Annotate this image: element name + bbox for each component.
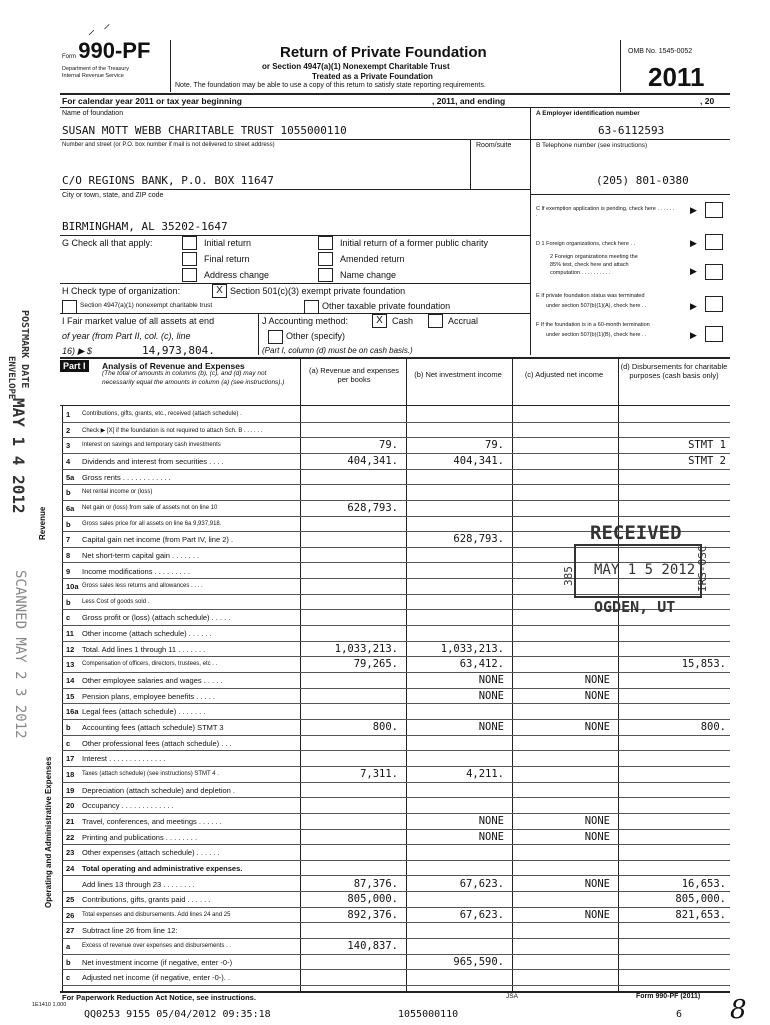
col-d-header: (d) Disbursements for charitable purposes (cash basis only) bbox=[620, 362, 728, 380]
fmv-line2: of year (from Part II, col. (c), line bbox=[62, 331, 191, 341]
final-return-label: Final return bbox=[204, 254, 250, 264]
cash-label: Cash bbox=[392, 316, 414, 326]
cell-col-c: NONE bbox=[584, 721, 610, 733]
postmark-label: POSTMARK DATE bbox=[19, 310, 30, 389]
line-label: Other employee salaries and wages . . . . . bbox=[82, 676, 223, 686]
phone-label: B Telephone number (see instructions) bbox=[536, 142, 648, 149]
checkbox-foreign-85[interactable] bbox=[705, 264, 723, 280]
form-reference: Form 990-PF (2011) bbox=[636, 993, 701, 1000]
print-id: 1055000110 bbox=[398, 1009, 459, 1020]
line-label: Net investment income (if negative, enter -0-) bbox=[82, 957, 233, 967]
line-label: Net rental income or (loss) bbox=[82, 489, 153, 496]
table-row bbox=[0, 689, 770, 705]
line-label: Accounting fees (attach schedule) STMT 3 bbox=[82, 723, 224, 732]
check-h-label: H Check type of organization: bbox=[62, 286, 181, 296]
line-label: Contributions, gifts, grants paid . . . . . . bbox=[82, 895, 211, 905]
cell-col-a: 628,793. bbox=[347, 501, 398, 514]
col-c-header: (c) Adjusted net income bbox=[524, 370, 604, 379]
table-row bbox=[0, 673, 770, 689]
col-b-header: (b) Net investment income bbox=[414, 370, 502, 379]
amended-return-label: Amended return bbox=[340, 254, 405, 264]
line-label: Gross profit or (loss) (attach schedule) . . . . . bbox=[82, 613, 231, 623]
table-row bbox=[0, 736, 770, 752]
line-number: 19 bbox=[66, 785, 75, 795]
line-label: Other professional fees (attach schedule) . . . bbox=[82, 738, 232, 748]
other-method-label: Other (specify) bbox=[286, 331, 346, 341]
line-label: Pension plans, employee benefits . . . . . bbox=[82, 691, 215, 701]
cell-col-b: 63,412. bbox=[459, 658, 504, 671]
accrual-label: Accrual bbox=[448, 316, 479, 326]
checkbox-cash[interactable]: X bbox=[372, 314, 387, 328]
page-subtitle-2: Treated as a Private Foundation bbox=[312, 72, 433, 81]
fmv-line1: I Fair market value of all assets at end bbox=[62, 316, 215, 326]
line-f2-text: under section 507(b)(1)(B), check here . . bbox=[546, 332, 647, 338]
table-row bbox=[0, 485, 770, 501]
handwritten-mark-top: ⸝ ⸍ bbox=[88, 22, 111, 38]
table-row bbox=[0, 877, 770, 893]
cell-col-a: 87,376. bbox=[353, 877, 398, 890]
line-label: Total expenses and disbursements. Add lines 24 and 25 bbox=[82, 911, 231, 918]
envelope-label: ENVELOPE bbox=[6, 356, 16, 400]
postmark-date: MAY 1 4 2012 bbox=[9, 398, 28, 514]
arrow-icon: ▶ bbox=[690, 301, 697, 311]
cell-col-a: 140,837. bbox=[347, 940, 398, 953]
and-ending: , 2011, and ending bbox=[432, 96, 506, 106]
line-number: 13 bbox=[66, 660, 75, 670]
s501-label: Section 501(c)(3) exempt private foundation bbox=[230, 286, 406, 296]
cell-col-d: 15,853. bbox=[681, 658, 726, 671]
line-label: Interest on savings and temporary cash investments bbox=[82, 442, 221, 449]
cell-col-a: 1,033,213. bbox=[334, 642, 398, 655]
fmv-value: 14,973,804. bbox=[142, 344, 215, 357]
cell-col-a: 7,311. bbox=[360, 767, 398, 780]
header-note: Note. The foundation may be able to use a copy of this return to satisfy state reporting requirements. bbox=[175, 82, 486, 89]
line-label: Gross rents . . . . . . . . . . . . bbox=[82, 472, 171, 482]
checkbox-exemption-pending[interactable] bbox=[705, 202, 723, 218]
line-number: 22 bbox=[66, 832, 75, 842]
form-number: 990-PF bbox=[78, 38, 151, 63]
line-f1-text: F If the foundation is in a 60-month termination bbox=[536, 322, 650, 328]
line-number: 9 bbox=[66, 566, 71, 576]
checkbox-60-month[interactable] bbox=[705, 326, 723, 342]
cell-col-b: NONE bbox=[478, 689, 504, 702]
cell-col-a: 805,000. bbox=[347, 893, 398, 906]
s4947-label: Section 4947(a)(1) nonexempt charitable trust bbox=[80, 302, 213, 309]
cell-col-d: 821,653. bbox=[675, 908, 726, 921]
checkbox-accrual[interactable] bbox=[428, 314, 443, 328]
line-number: 10a bbox=[66, 582, 79, 592]
cell-col-c: NONE bbox=[584, 689, 610, 702]
line-number: 17 bbox=[66, 754, 75, 764]
cell-col-b: 1,033,213. bbox=[440, 642, 504, 655]
line-number: 4 bbox=[66, 456, 71, 466]
cell-col-a: 79,265. bbox=[353, 658, 398, 671]
omb-number: OMB No. 1545-0052 bbox=[628, 48, 693, 55]
cell-col-d: STMT 2 bbox=[688, 454, 726, 467]
checkbox-other-taxable[interactable] bbox=[304, 300, 319, 314]
cell-col-b: NONE bbox=[478, 674, 504, 687]
line-label: Legal fees (attach schedule) . . . . . . . bbox=[82, 707, 206, 717]
line-number: 18 bbox=[66, 769, 75, 779]
part-i-tag: Part I bbox=[60, 360, 89, 372]
line-d2a-text: 2 Foreign organizations meeting the bbox=[550, 254, 638, 260]
table-row bbox=[0, 438, 770, 454]
cell-col-b: NONE bbox=[478, 814, 504, 827]
cell-col-b: 965,590. bbox=[453, 955, 504, 968]
fmv-line3: 16) ▶ $ bbox=[62, 346, 92, 356]
room-label: Room/suite bbox=[476, 142, 512, 149]
table-row bbox=[0, 642, 770, 658]
jsa-label: JSA bbox=[506, 993, 518, 1000]
part-i-desc: (The total of amounts in columns (b), (c), and (d) may not necessarily equal the amounts in column (a) (see instructions).) bbox=[102, 370, 285, 386]
form-number-block bbox=[62, 38, 150, 64]
cell-col-b: 67,623. bbox=[459, 908, 504, 921]
line-label: Depreciation (attach schedule) and depletion . bbox=[82, 785, 236, 795]
line-e2-text: under section 507(b)(1)(A), check here . . bbox=[546, 303, 647, 309]
checkbox-initial-return[interactable] bbox=[182, 236, 197, 250]
line-number: 15 bbox=[66, 691, 75, 701]
part-i-title: Analysis of Revenue and Expenses bbox=[102, 361, 245, 371]
checkbox-foreign-org[interactable] bbox=[705, 234, 723, 250]
address-change-label: Address change bbox=[204, 270, 270, 280]
cell-col-c: NONE bbox=[584, 674, 610, 687]
revenue-side-label: Revenue bbox=[38, 506, 47, 540]
ein-label: A Employer identification number bbox=[536, 110, 640, 117]
line-number: 3 bbox=[66, 441, 71, 451]
line-number: 21 bbox=[66, 816, 75, 826]
checkbox-final-return[interactable] bbox=[182, 252, 197, 266]
cell-col-a: 892,376. bbox=[347, 908, 398, 921]
table-row bbox=[0, 861, 770, 877]
received-side-left: 385 bbox=[562, 566, 575, 586]
table-row bbox=[0, 830, 770, 846]
cell-col-c: NONE bbox=[584, 830, 610, 843]
table-row bbox=[0, 798, 770, 814]
line-number: b bbox=[66, 488, 71, 498]
cell-col-b: NONE bbox=[478, 721, 504, 733]
ein-value: 63-6112593 bbox=[598, 124, 665, 137]
line-label: Occupancy . . . . . . . . . . . . . bbox=[82, 801, 174, 811]
table-row bbox=[0, 704, 770, 720]
line-label: Total. Add lines 1 through 11 . . . . . . . bbox=[82, 644, 206, 654]
checkbox-amended-return[interactable] bbox=[318, 252, 333, 266]
line-c-text: C If exemption application is pending, check here . . . . . . . bbox=[536, 206, 675, 218]
dept-line2: Internal Revenue Service bbox=[62, 73, 124, 79]
table-row bbox=[0, 657, 770, 673]
received-stamp bbox=[564, 522, 710, 618]
table-row bbox=[0, 751, 770, 767]
table-row bbox=[0, 955, 770, 971]
line-number: 1 bbox=[66, 410, 71, 419]
table-row bbox=[0, 470, 770, 486]
city-value: BIRMINGHAM, AL 35202-1647 bbox=[62, 220, 228, 233]
line-number: 23 bbox=[66, 848, 75, 858]
line-number: b bbox=[66, 597, 71, 607]
line-label: Gross sales less returns and allowances . . . . bbox=[82, 583, 203, 590]
table-row bbox=[0, 845, 770, 861]
table-row bbox=[0, 939, 770, 955]
checkbox-4947[interactable] bbox=[62, 300, 77, 314]
checkbox-name-change[interactable] bbox=[318, 268, 333, 282]
form-word: Form bbox=[62, 54, 76, 60]
cell-col-c: NONE bbox=[584, 908, 610, 921]
line-number: c bbox=[66, 973, 71, 983]
line-d2c-text: computation . . . . . . . . . . bbox=[550, 270, 611, 276]
handwritten-8: 8 bbox=[730, 995, 747, 1025]
page-title: Return of Private Foundation bbox=[280, 44, 487, 61]
initial-former-label: Initial return of a former public charity bbox=[340, 238, 489, 248]
line-label: Printing and publications . . . . . . . . bbox=[82, 832, 198, 842]
line-number: b bbox=[66, 519, 71, 529]
line-d1-text: D 1 Foreign organizations, check here . . bbox=[536, 241, 636, 247]
table-row bbox=[0, 407, 770, 423]
line-number: c bbox=[66, 738, 71, 748]
arrow-icon: ▶ bbox=[690, 266, 697, 276]
line-label: Taxes (attach schedule) (see instructions) STMT 4 . bbox=[82, 770, 219, 777]
cell-col-d: 16,653. bbox=[681, 877, 726, 890]
cell-col-b: NONE bbox=[478, 830, 504, 843]
initial-return-label: Initial return bbox=[204, 238, 252, 248]
line-number: 2 bbox=[66, 425, 71, 435]
line-number: 7 bbox=[66, 535, 71, 545]
line-number: 26 bbox=[66, 910, 75, 920]
line-number: 24 bbox=[66, 863, 75, 873]
line-number: 5a bbox=[66, 472, 75, 482]
table-row bbox=[0, 923, 770, 939]
cell-col-b: 628,793. bbox=[453, 533, 504, 546]
line-label: Income modifications . . . . . . . . . bbox=[82, 566, 190, 576]
arrow-icon: ▶ bbox=[690, 205, 697, 215]
line-number: a bbox=[66, 942, 71, 952]
dept-line1: Department of the Treasury bbox=[62, 66, 129, 72]
line-label: Total operating and administrative expenses. bbox=[82, 863, 243, 873]
phone-value: (205) 801-0380 bbox=[596, 174, 689, 187]
line-label: Net gain or (loss) from sale of assets not on line 10 bbox=[82, 504, 218, 511]
table-row bbox=[0, 892, 770, 908]
cell-col-c: NONE bbox=[584, 814, 610, 827]
line-label: Net short-term capital gain . . . . . . . bbox=[82, 550, 200, 560]
comma-20: , 20 bbox=[700, 96, 715, 106]
line-label: Travel, conferences, and meetings . . . . . . bbox=[82, 816, 222, 826]
cell-col-a: 800. bbox=[372, 721, 398, 733]
line-number: c bbox=[66, 613, 71, 623]
street-address: C/O REGIONS BANK, P.O. BOX 11647 bbox=[62, 174, 274, 187]
cell-col-d: STMT 1 bbox=[688, 439, 726, 452]
line-label: Interest . . . . . . . . . . . . . . bbox=[82, 754, 166, 764]
scanned-stamp: SCANNED MAY 2 3 2012 bbox=[12, 570, 28, 739]
line-number: 6a bbox=[66, 503, 75, 513]
received-date: MAY 1 5 2012 bbox=[594, 562, 696, 578]
accounting-method-label: J Accounting method: bbox=[262, 316, 349, 326]
cell-col-b: 404,341. bbox=[453, 454, 504, 467]
line-e1-text: E If private foundation status was terminated bbox=[536, 293, 645, 299]
foundation-name: SUSAN MOTT WEBB CHARITABLE TRUST 1055000110 bbox=[62, 124, 347, 137]
street-label: Number and street (or P.O. box number if mail is not delivered to street address) bbox=[62, 142, 275, 148]
cell-col-b: 79. bbox=[485, 439, 504, 452]
cell-col-d: 800. bbox=[700, 721, 726, 733]
line-label: Capital gain net income (from Part IV, line 2) . bbox=[82, 535, 234, 545]
line-label: Subtract line 26 from line 12: bbox=[82, 926, 178, 936]
line-label: Adjusted net income (if negative, enter -0-). . bbox=[82, 973, 230, 983]
arrow-icon: ▶ bbox=[690, 238, 697, 248]
table-row bbox=[0, 970, 770, 986]
city-label: City or town, state, and ZIP code bbox=[62, 192, 164, 199]
cash-basis-note: (Part I, column (d) must be on cash basis.) bbox=[262, 346, 413, 355]
table-row bbox=[0, 814, 770, 830]
line-number: b bbox=[66, 723, 71, 732]
table-row bbox=[0, 720, 770, 736]
line-label: Less Cost of goods sold . bbox=[82, 598, 150, 605]
line-label: Check ▶ [X] if the foundation is not required to attach Sch. B . . . . . . bbox=[82, 427, 263, 434]
line-number: 12 bbox=[66, 644, 75, 654]
checkbox-initial-former[interactable] bbox=[318, 236, 333, 250]
foundation-name-label: Name of foundation bbox=[62, 110, 124, 117]
table-row bbox=[0, 767, 770, 783]
expenses-side-label: Operating and Administrative Expenses bbox=[44, 756, 53, 908]
line-number: 20 bbox=[66, 801, 75, 811]
checkbox-status-terminated[interactable] bbox=[705, 296, 723, 312]
name-change-label: Name change bbox=[340, 270, 397, 280]
checkbox-address-change[interactable] bbox=[182, 268, 197, 282]
cell-col-d: 805,000. bbox=[675, 893, 726, 906]
ogden-text: OGDEN, UT bbox=[594, 598, 676, 616]
col-a-header: (a) Revenue and expenses per books bbox=[308, 366, 400, 384]
paperwork-notice: For Paperwork Reduction Act Notice, see instructions. bbox=[62, 993, 256, 1002]
tax-year: 2011 bbox=[648, 62, 705, 92]
line-number: 14 bbox=[66, 676, 75, 686]
table-row bbox=[0, 423, 770, 439]
table-row bbox=[0, 908, 770, 924]
checkbox-other-method[interactable] bbox=[268, 330, 283, 344]
line-d2b-text: 85% test, check here and attach bbox=[550, 262, 629, 268]
line-number: b bbox=[66, 957, 71, 967]
cell-col-b: 67,623. bbox=[459, 877, 504, 890]
table-row bbox=[0, 454, 770, 470]
line-label: Excess of revenue over expenses and disbursements . . bbox=[82, 943, 232, 950]
line-label: Compensation of officers, directors, trustees, etc . . bbox=[82, 661, 218, 668]
received-side-right: IRS-OSC bbox=[696, 545, 709, 592]
check-g-label: G Check all that apply: bbox=[62, 238, 153, 248]
line-number: 27 bbox=[66, 926, 75, 936]
arrow-icon: ▶ bbox=[690, 330, 697, 340]
print-line: QQ0253 9155 05/04/2012 09:35:18 bbox=[84, 1009, 271, 1020]
received-text: RECEIVED bbox=[590, 522, 682, 544]
line-number: 8 bbox=[66, 550, 71, 560]
line-label: Other income (attach schedule) . . . . . . bbox=[82, 629, 212, 639]
line-number: 11 bbox=[66, 629, 74, 639]
page-number: 6 bbox=[676, 1009, 683, 1020]
table-row bbox=[0, 501, 770, 517]
cell-col-a: 79. bbox=[379, 439, 398, 452]
checkbox-501c3[interactable]: X bbox=[212, 284, 227, 298]
page-subtitle-1: or Section 4947(a)(1) Nonexempt Charitable Trust bbox=[262, 62, 450, 71]
line-label: Gross sales price for all assets on line 6a 9,937,918. bbox=[82, 520, 222, 527]
line-label: Other expenses (attach schedule) . . . . . . bbox=[82, 848, 220, 858]
calendar-line: For calendar year 2011 or tax year beginning bbox=[62, 96, 242, 106]
line-number: 25 bbox=[66, 895, 75, 905]
cell-col-c: NONE bbox=[584, 877, 610, 890]
table-row bbox=[0, 783, 770, 799]
line-number: 16a bbox=[66, 707, 79, 717]
other-taxable-label: Other taxable private foundation bbox=[322, 301, 451, 311]
cell-col-b: 4,211. bbox=[466, 767, 504, 780]
line-label: Add lines 13 through 23 . . . . . . . . bbox=[82, 879, 195, 889]
form-code: 1E1410 1.000 bbox=[32, 1002, 67, 1008]
table-row bbox=[0, 626, 770, 642]
line-label: Dividends and interest from securities . . . . bbox=[82, 456, 224, 466]
cell-col-a: 404,341. bbox=[347, 454, 398, 467]
line-label: Contributions, gifts, grants, etc., received (attach schedule) . bbox=[82, 411, 242, 417]
